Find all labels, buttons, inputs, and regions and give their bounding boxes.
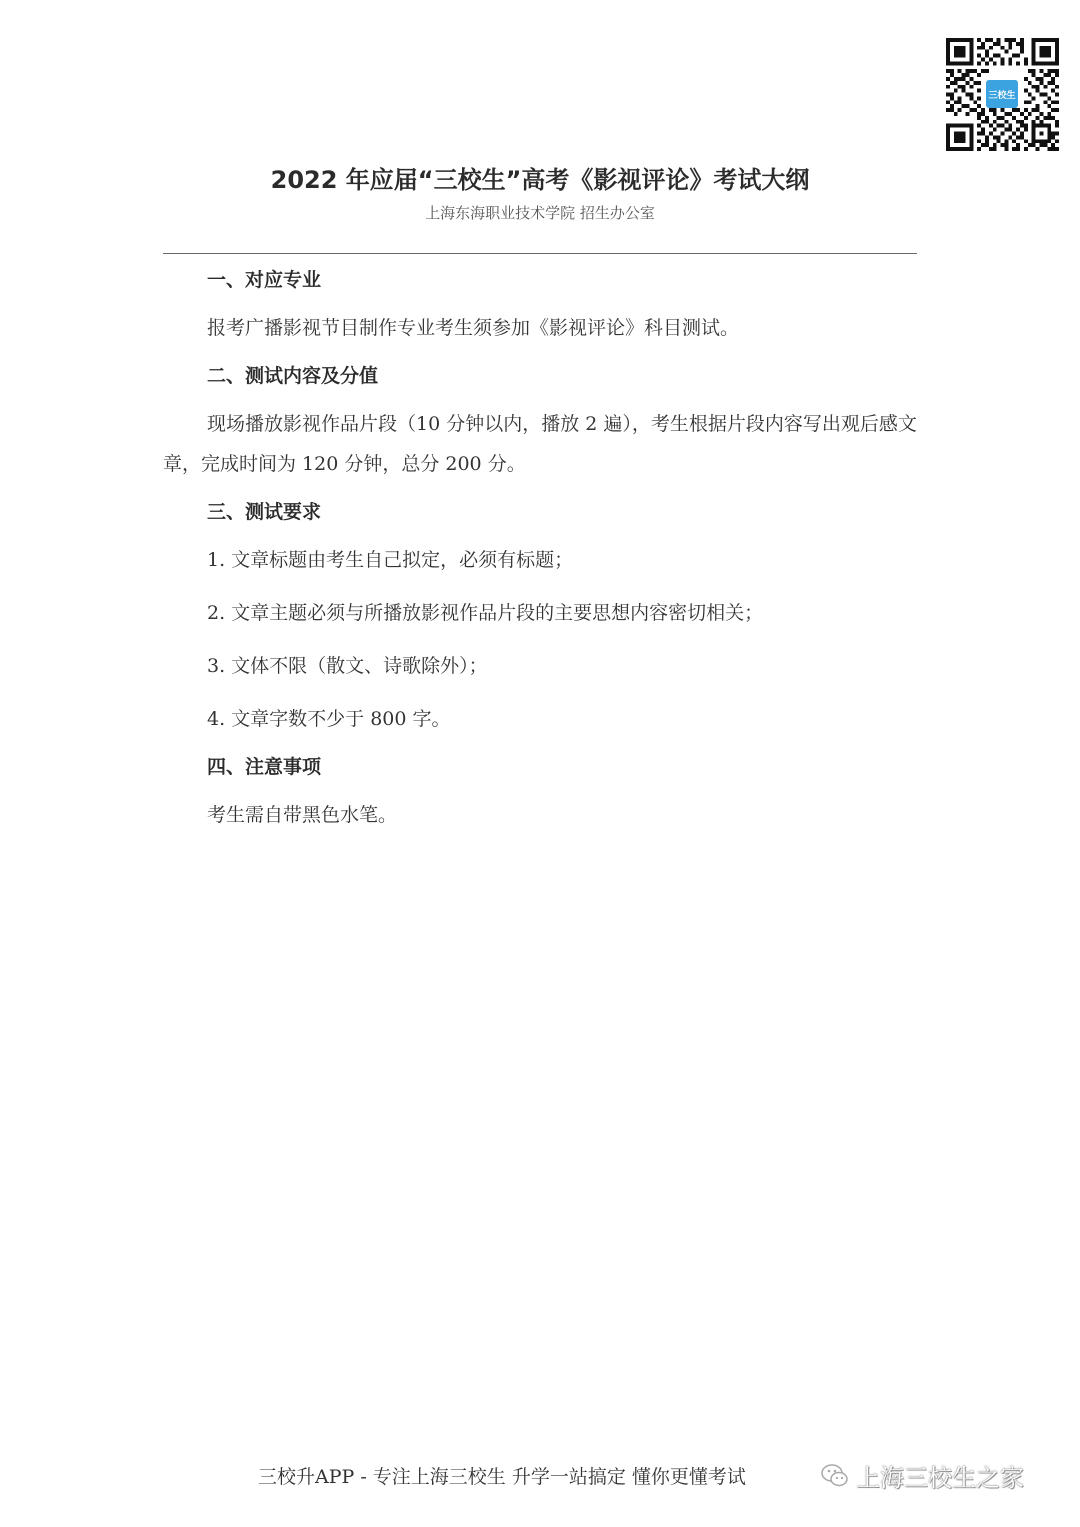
title-divider [163,253,917,254]
section-paragraph: 考生需自带黑色水笔。 [207,804,398,826]
list-item: 2. 文章主题必须与所播放影视作品片段的主要思想内容密切相关； [207,602,764,624]
section-heading: 一、对应专业 [207,269,322,291]
watermark-text: 上海三校生之家 [856,1464,1024,1492]
page-subtitle: 上海东海职业技术学院 招生办公室 [425,204,655,222]
list-item: 1. 文章标题由考生自己拟定，必须有标题； [207,549,574,571]
qr-logo-badge: 三校生 [986,80,1018,108]
wechat-icon [820,1461,850,1491]
section-heading: 四、注意事项 [207,756,322,778]
page-footer: 三校升APP - 专注上海三校生 升学一站搞定 懂你更懂考试 [258,1466,746,1488]
list-item: 3. 文体不限（散文、诗歌除外）； [207,655,488,677]
section-heading: 二、测试内容及分值 [207,365,379,387]
list-item: 4. 文章字数不少于 800 字。 [207,708,451,730]
section-heading: 三、测试要求 [207,501,322,523]
section-paragraph: 报考广播影视节目制作专业考生须参加《影视评论》科目测试。 [207,317,740,339]
page-title: 2022 年应届“三校生”高考《影视评论》考试大纲 [270,166,810,195]
watermark [820,1458,1024,1493]
section-paragraph: 现场播放影视作品片段（10 分钟以内，播放 2 遍），考生根据片段内容写出观后感文章，完成时间为 120 分钟，总分 200 分。 [163,413,917,475]
document-body [163,265,917,835]
